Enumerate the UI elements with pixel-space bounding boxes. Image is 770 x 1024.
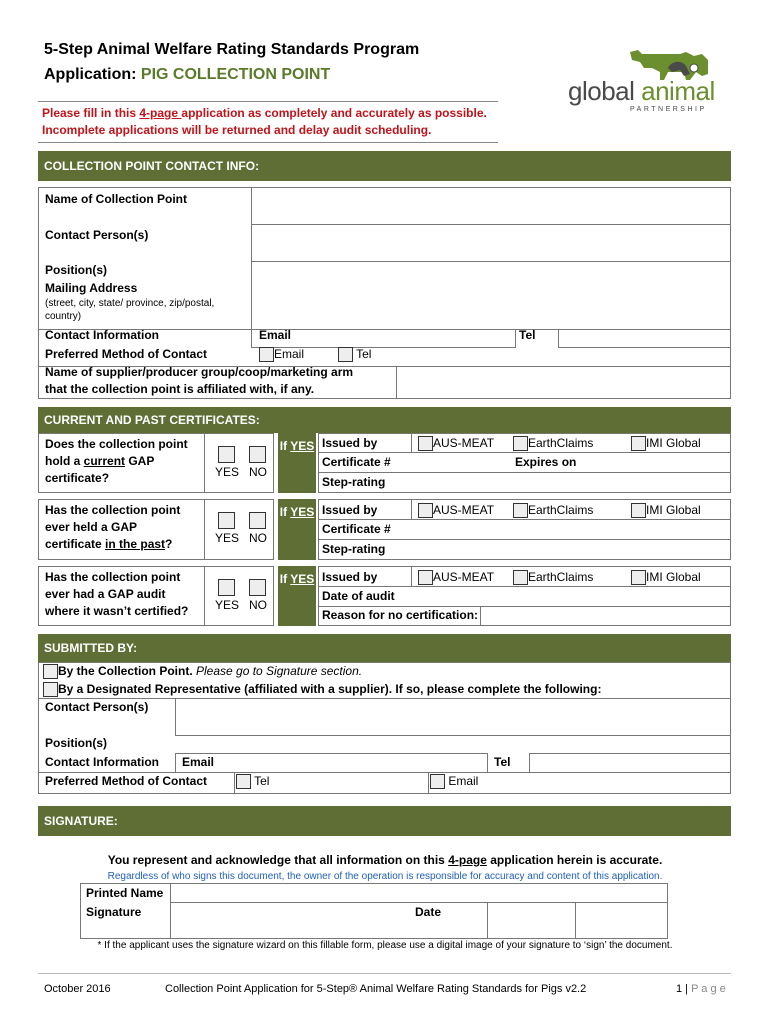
submitted-opt2-text: By a Designated Representative (affiliated with a supplier). If so, please complete the following:	[58, 682, 602, 696]
q1-certificate-label: Certificate #	[322, 455, 391, 469]
q3-if-yes-word: YES	[290, 572, 315, 586]
q2-line3	[45, 536, 172, 553]
q2-if-yes-tag	[278, 499, 316, 560]
mailing-address-hint: (street, city, state/ province, zip/postal, country)	[45, 298, 215, 322]
page-title-line1: 5-Step Animal Welfare Rating Standards Program	[44, 41, 420, 58]
email-label: Email	[259, 328, 292, 342]
q2-imiglobal-text: IMI Global	[646, 503, 701, 517]
page-title-line2	[44, 66, 330, 84]
q2-ausmeat-checkbox[interactable]	[418, 503, 433, 518]
q3-if-yes-tag	[278, 566, 316, 626]
pref-tel-text: Tel	[356, 347, 372, 361]
q1-if-yes-word: YES	[290, 439, 315, 453]
q3-yes-label: YES	[215, 598, 240, 612]
preferred-contact-label: Preferred Method of Contact	[45, 347, 208, 361]
q3-date-of-audit-label: Date of audit	[322, 589, 395, 603]
q1-if-yes-tag	[278, 433, 316, 493]
q2-imiglobal-checkbox[interactable]	[631, 503, 646, 518]
certificates-section-heading: CURRENT AND PAST CERTIFICATES:	[38, 407, 731, 433]
q1-no-label: NO	[249, 465, 267, 479]
statement-part2: application herein is accurate.	[486, 853, 663, 867]
q1-imiglobal-checkbox[interactable]	[631, 436, 646, 451]
pref-tel-option[interactable]	[338, 346, 371, 363]
date-label: Date	[415, 905, 442, 919]
printed-name-label: Printed Name	[86, 886, 164, 900]
signature-table	[80, 883, 668, 939]
signature-blue-note: Regardless of who signs this document, the owner of the operation is responsible for accuracy and content of this application.	[107, 871, 663, 882]
logo-text-partnership: PARTNERSHIP	[630, 106, 707, 113]
q1-imiglobal-option[interactable]	[631, 435, 701, 452]
printed-name-input[interactable]	[172, 884, 666, 901]
email-input[interactable]	[308, 330, 514, 347]
q1-yes-checkbox[interactable]	[218, 446, 235, 463]
statement-underline: 4-page	[448, 853, 487, 867]
q2-earthclaims-checkbox[interactable]	[513, 503, 528, 518]
submitted-opt1[interactable]	[43, 663, 362, 680]
contact-person-input[interactable]	[253, 226, 729, 260]
q3-ausmeat-text: AUS-MEAT	[433, 570, 495, 584]
rep-email-input[interactable]	[218, 754, 486, 771]
q1-line3: certificate?	[45, 471, 110, 485]
submitted-opt1-italic: Please go to Signature section.	[192, 664, 363, 678]
q2-if-yes-word: YES	[290, 505, 315, 519]
submitted-opt2-checkbox[interactable]	[43, 682, 58, 697]
footer-divider	[38, 973, 731, 974]
rep-contact-info-label: Contact Information	[45, 755, 159, 769]
q3-line2: ever had a GAP audit	[45, 587, 166, 601]
q3-imiglobal-option[interactable]	[631, 569, 701, 586]
current-certificate-block	[38, 433, 731, 493]
rep-contact-person-input[interactable]	[177, 700, 729, 734]
past-certificate-block	[38, 499, 731, 560]
q3-imiglobal-checkbox[interactable]	[631, 570, 646, 585]
q1-imiglobal-text: IMI Global	[646, 436, 701, 450]
q2-line1: Has the collection point	[45, 503, 181, 517]
submitted-opt1-bold: By the Collection Point.	[58, 664, 193, 678]
rep-pref-email-checkbox[interactable]	[430, 774, 445, 789]
q3-no-label: NO	[249, 598, 267, 612]
q1-line2-suffix: GAP	[125, 454, 155, 468]
contact-section-heading: COLLECTION POINT CONTACT INFO:	[38, 151, 731, 181]
q2-ausmeat-option[interactable]	[418, 502, 494, 519]
q1-ausmeat-text: AUS-MEAT	[433, 436, 495, 450]
q1-ausmeat-checkbox[interactable]	[418, 436, 433, 451]
tel-label: Tel	[519, 328, 536, 342]
q2-step-rating-label: Step-rating	[322, 542, 386, 556]
q1-issued-by-label: Issued by	[322, 436, 378, 450]
logo-text-animal: animal	[641, 76, 715, 106]
pref-email-checkbox[interactable]	[259, 347, 274, 362]
footer-date: October 2016	[44, 983, 111, 995]
footer-title: Collection Point Application for 5-Step® Animal Welfare Rating Standards for Pigs v2.2	[165, 983, 587, 995]
q2-no-checkbox[interactable]	[249, 512, 266, 529]
q1-earthclaims-text: EarthClaims	[528, 436, 594, 450]
q3-issued-by-label: Issued by	[322, 570, 378, 584]
q3-line3: where it wasn’t certified?	[45, 604, 189, 618]
q1-expires-label: Expires on	[515, 455, 577, 469]
rep-tel-input[interactable]	[531, 754, 729, 771]
q3-no-checkbox[interactable]	[249, 579, 266, 596]
footer-page-word: P a g e	[691, 983, 726, 995]
rep-pref-email-text: Email	[448, 774, 479, 788]
submitted-by-table	[38, 662, 731, 794]
rep-pref-tel-text: Tel	[254, 774, 270, 788]
name-of-collection-point-label: Name of Collection Point	[45, 192, 188, 206]
affiliation-label-line2: that the collection point is affiliated with, if any.	[45, 382, 315, 396]
contact-information-label: Contact Information	[45, 328, 159, 342]
pref-email-text: Email	[274, 347, 305, 361]
q3-earthclaims-text: EarthClaims	[528, 570, 594, 584]
logo-text-global: global	[568, 76, 635, 106]
q1-step-rating-label: Step-rating	[322, 475, 386, 489]
global-animal-partnership-logo	[568, 46, 728, 126]
notice-part2: application as completely and accurately as possible.	[181, 106, 487, 120]
q1-line2-prefix: hold a	[45, 454, 84, 468]
signature-label: Signature	[86, 905, 142, 919]
rep-contact-person-label: Contact Person(s)	[45, 700, 149, 714]
q2-issued-by-label: Issued by	[322, 503, 378, 517]
q3-line1: Has the collection point	[45, 570, 181, 584]
signature-statement	[0, 853, 770, 867]
pref-tel-checkbox[interactable]	[338, 347, 353, 362]
q2-certificate-label: Certificate #	[322, 522, 391, 536]
position-label: Position(s)	[45, 263, 107, 277]
rep-pref-tel-option[interactable]	[236, 773, 269, 790]
q2-if-prefix: If	[279, 505, 291, 519]
q2-line2: ever held a GAP	[45, 520, 138, 534]
rep-pref-email-option[interactable]	[430, 773, 478, 790]
q2-line3-suffix: ?	[165, 537, 173, 551]
affiliation-input[interactable]	[398, 368, 729, 397]
contact-person-label: Contact Person(s)	[45, 228, 149, 242]
rep-position-label: Position(s)	[45, 736, 107, 750]
submitted-opt2[interactable]	[43, 681, 601, 698]
rep-preferred-label: Preferred Method of Contact	[45, 774, 208, 788]
q1-ausmeat-option[interactable]	[418, 435, 494, 452]
q2-imiglobal-option[interactable]	[631, 502, 701, 519]
rep-pref-tel-checkbox[interactable]	[236, 774, 251, 789]
title-highlight: PIG COLLECTION POINT	[140, 66, 331, 83]
gap-audit-block	[38, 566, 731, 626]
date-input[interactable]	[577, 904, 666, 937]
name-of-collection-point-input[interactable]	[253, 189, 729, 223]
position-mailing-input[interactable]	[253, 263, 729, 328]
q3-earthclaims-checkbox[interactable]	[513, 570, 528, 585]
q1-earthclaims-checkbox[interactable]	[513, 436, 528, 451]
q1-line2	[45, 453, 154, 470]
q2-earthclaims-option[interactable]	[513, 502, 593, 519]
notice-line2: Incomplete applications will be returned and delay audit scheduling.	[42, 123, 432, 137]
q1-earthclaims-option[interactable]	[513, 435, 593, 452]
instructions-notice	[38, 101, 498, 143]
q1-line2-underline: current	[83, 454, 126, 468]
q1-no-checkbox[interactable]	[249, 446, 266, 463]
q3-if-prefix: If	[279, 572, 291, 586]
q3-reason-label: Reason for no certification:	[322, 608, 479, 622]
q3-ausmeat-option[interactable]	[418, 569, 494, 586]
pref-email-option[interactable]	[259, 346, 304, 363]
q3-earthclaims-option[interactable]	[513, 569, 593, 586]
q1-line1: Does the collection point	[45, 437, 188, 451]
signature-section-heading: SIGNATURE:	[38, 806, 731, 836]
q2-no-label: NO	[249, 531, 267, 545]
submitted-opt1-checkbox[interactable]	[43, 664, 58, 679]
q3-imiglobal-text: IMI Global	[646, 570, 701, 584]
tel-input[interactable]	[560, 330, 729, 347]
q3-yes-checkbox[interactable]	[218, 579, 235, 596]
q2-yes-label: YES	[215, 531, 240, 545]
q1-if-prefix: If	[279, 439, 291, 453]
statement-part1: You represent and acknowledge that all information on this	[107, 853, 449, 867]
footer-page-sep: |	[682, 983, 692, 995]
q2-yes-checkbox[interactable]	[218, 512, 235, 529]
q3-ausmeat-checkbox[interactable]	[418, 570, 433, 585]
submitted-section-heading: SUBMITTED BY:	[38, 634, 731, 662]
footer-page	[676, 983, 726, 995]
q2-line3-prefix: certificate	[45, 537, 106, 551]
q2-earthclaims-text: EarthClaims	[528, 503, 594, 517]
q1-yes-label: YES	[215, 465, 240, 479]
rep-email-label: Email	[182, 755, 215, 769]
mailing-address-label: Mailing Address	[45, 281, 138, 295]
affiliation-label-line1: Name of supplier/producer group/coop/marketing arm	[45, 365, 354, 379]
q2-line3-underline: in the past	[105, 537, 166, 551]
rep-tel-label: Tel	[494, 755, 511, 769]
signature-footnote: * If the applicant uses the signature wizard on this fillable form, please use a digital image of your signature to ‘sign’ the document.	[97, 940, 673, 951]
title-prefix: Application:	[44, 66, 141, 83]
notice-underline: 4-page	[139, 106, 182, 120]
contact-info-table	[38, 187, 731, 399]
q2-ausmeat-text: AUS-MEAT	[433, 503, 495, 517]
footer-page-num: 1	[676, 983, 683, 995]
notice-part1: Please fill in this	[42, 106, 140, 120]
